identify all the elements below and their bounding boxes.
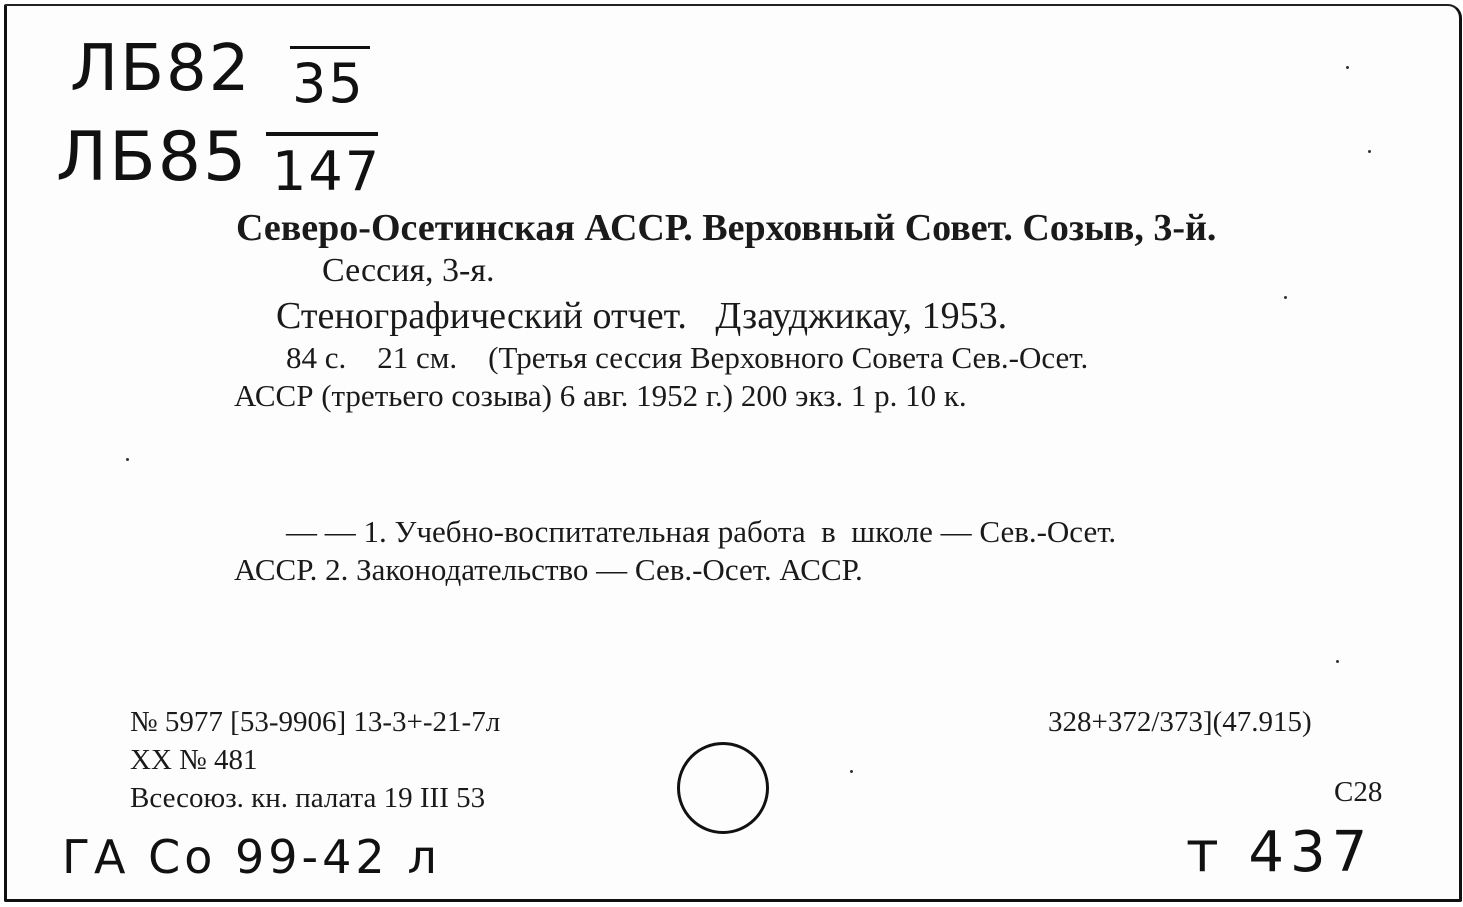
heading-line-2: Сессия, 3-я. bbox=[322, 252, 495, 289]
imprint-line-1: № 5977 [53-9906] 13-3+-21-7л bbox=[130, 706, 501, 738]
subjects-line-1: — — 1. Учебно-воспитательная работа в школе — Сев.-Осет. bbox=[286, 514, 1117, 549]
imprint-line-2: XX № 481 bbox=[130, 744, 258, 776]
scan-speck bbox=[850, 770, 853, 773]
scan-speck bbox=[126, 458, 129, 461]
classification-index: 328+372/373](47.915) bbox=[1048, 706, 1312, 738]
shelfmark-fraction-bar-1 bbox=[290, 46, 370, 49]
title-line: Стенографический отчет. Дзауджикау, 1953. bbox=[276, 295, 1008, 337]
scan-speck bbox=[1284, 296, 1287, 299]
shelfmark-number-1: 35 bbox=[292, 52, 365, 115]
scan-speck bbox=[1368, 150, 1371, 153]
description-line-1: 84 с. 21 см. (Третья сессия Верховного Совета Сев.-Осет. bbox=[286, 340, 1089, 375]
scan-speck bbox=[1336, 660, 1339, 663]
imprint-line-3: Всесоюз. кн. палата 19 III 53 bbox=[130, 782, 486, 814]
subjects-line-2: АССР. 2. Законодательство — Сев.-Осет. АССР. bbox=[234, 552, 863, 587]
author-mark: С28 bbox=[1334, 776, 1383, 808]
handwritten-note-left: ГА Со 99-42 л bbox=[62, 830, 441, 884]
scan-speck bbox=[1346, 66, 1349, 69]
shelfmark-code-2: ЛБ85 bbox=[56, 118, 249, 197]
description-line-2: АССР (третьего созыва) 6 авг. 1952 г.) 200 экз. 1 р. 10 к. bbox=[234, 378, 967, 413]
handwritten-note-right: т 437 bbox=[1186, 820, 1374, 885]
shelfmark-number-2: 147 bbox=[272, 140, 382, 203]
circle-stamp bbox=[677, 742, 769, 834]
shelfmark-code-1: ЛБ82 bbox=[70, 32, 252, 106]
shelfmark-fraction-bar-2 bbox=[266, 132, 378, 136]
heading-line-1: Северо-Осетинская АССР. Верховный Совет. Созыв, 3-й. bbox=[236, 207, 1217, 249]
